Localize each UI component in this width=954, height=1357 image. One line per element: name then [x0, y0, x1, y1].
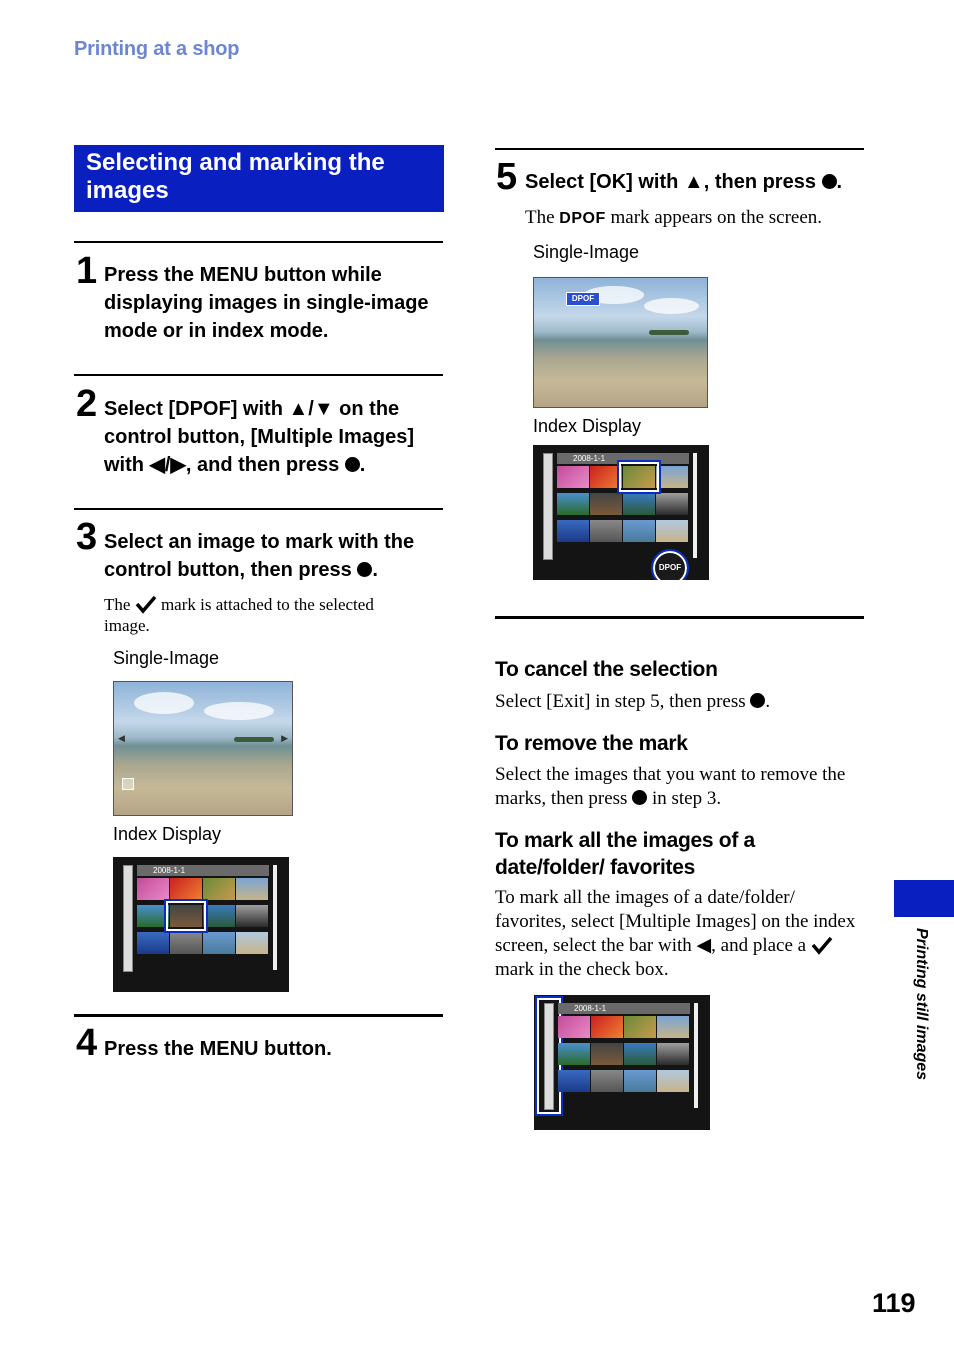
dpof-badge: DPOF	[566, 292, 600, 306]
thumbnail	[623, 520, 655, 542]
thumbnail	[203, 878, 235, 900]
index-date-bar: 2008-1-1	[557, 453, 689, 464]
index-scroll-track	[693, 453, 697, 558]
thumbnail	[591, 1016, 623, 1038]
center-button-icon	[632, 790, 647, 805]
step-3-note-start: The	[104, 595, 131, 614]
checkbox-icon	[122, 778, 134, 790]
thumbnail	[170, 932, 202, 954]
thumbnail	[590, 520, 622, 542]
center-button-icon	[357, 562, 372, 577]
thumbnail	[137, 878, 169, 900]
thumbnail	[558, 1016, 590, 1038]
thumbnail	[590, 493, 622, 515]
step-2-text	[104, 395, 439, 479]
running-head: Printing at a shop	[74, 38, 240, 60]
thumbnail	[236, 905, 268, 927]
check-mark-icon	[811, 935, 833, 955]
thumbnail	[203, 905, 235, 927]
thumbnail	[558, 1070, 590, 1092]
dpof-mark-text: DPOF	[559, 210, 606, 227]
thumbnail	[657, 1070, 689, 1092]
step-5-single-image-caption: Single-Image	[533, 242, 640, 262]
step-5-index-screen	[533, 445, 709, 580]
center-button-icon	[750, 693, 765, 708]
cancel-body-main: Select [Exit] in step 5, then press	[495, 691, 746, 712]
step-3-single-image	[113, 681, 293, 816]
thumbnail	[657, 1016, 689, 1038]
step-5-text-main: Select [OK] with ▲, then press	[525, 171, 816, 193]
right-arrow-icon: ▶	[281, 734, 288, 744]
scroll-bar	[123, 865, 133, 972]
step-5-number: 5	[496, 156, 518, 198]
thumbnail	[137, 905, 169, 927]
step-1-number: 1	[76, 250, 98, 292]
step-3-single-image-caption: Single-Image	[113, 648, 220, 668]
mark-all-body-main: To mark all the images of a date/folder/ favorites, select [Multiple Images] on the index screen, select the bar with ◀, and place a	[495, 887, 856, 956]
step-2-number: 2	[76, 383, 98, 425]
thumbnail	[656, 466, 688, 488]
index-date-bar: 2008-1-1	[558, 1003, 690, 1014]
left-arrow-icon: ◀	[118, 734, 125, 744]
step-2-text-end: .	[359, 454, 366, 476]
thumbnail	[557, 493, 589, 515]
step-5-note-end: mark appears on the screen.	[610, 207, 823, 228]
center-button-icon	[822, 174, 837, 189]
index-date-bar: 2008-1-1	[137, 865, 269, 876]
step-1-text: Press the MENU button while displaying images in single-image mode or in index mode.	[104, 264, 429, 342]
step-3-index-screen	[113, 857, 289, 992]
step-5-note-start: The	[525, 207, 555, 228]
mark-all-body	[495, 886, 860, 982]
thumbnail	[591, 1043, 623, 1065]
section-title: Selecting and marking the images	[74, 145, 444, 212]
step-3-number: 3	[76, 516, 98, 558]
remove-body-main: Select the images that you want to remove the marks, then press	[495, 764, 846, 809]
thumbnail	[657, 1043, 689, 1065]
scroll-bar	[543, 453, 553, 560]
remove-body-end: in step 3.	[651, 788, 722, 809]
step-5-rule	[495, 148, 864, 150]
step-5-text	[525, 168, 860, 196]
mark-all-title: To mark all the images of a date/folder/ favorites	[495, 829, 755, 879]
thumbnail	[557, 466, 589, 488]
step-3-index-caption: Index Display	[113, 824, 222, 844]
thumbnail	[591, 1070, 623, 1092]
step-5-single-image	[533, 277, 708, 408]
chapter-tab	[894, 880, 954, 917]
cancel-title: To cancel the selection	[495, 658, 718, 681]
step-2-rule	[74, 374, 443, 376]
mark-all-index-screen	[534, 995, 710, 1130]
step-3-rule	[74, 508, 443, 510]
thumbnail	[236, 932, 268, 954]
step-1-rule	[74, 241, 443, 243]
thumbnail	[590, 466, 622, 488]
thumbnail	[624, 1016, 656, 1038]
thumbnail	[203, 932, 235, 954]
step-4-text: Press the MENU button.	[104, 1038, 332, 1060]
remove-body	[495, 763, 860, 811]
check-mark-icon	[135, 594, 157, 614]
step-5-index-caption: Index Display	[533, 416, 642, 436]
thumbnail	[656, 493, 688, 515]
thumbnail	[557, 520, 589, 542]
selection-frame	[166, 901, 206, 931]
dpof-ok-badge: DPOF	[653, 551, 687, 580]
cancel-body-end: .	[765, 691, 771, 712]
step-4-number: 4	[76, 1022, 98, 1064]
index-scroll-track	[273, 865, 277, 970]
step-2-text-main: Select [DPOF] with ▲/▼ on the control button, [Multiple Images] with ◀/▶, and then press	[104, 398, 414, 476]
thumbnail	[558, 1043, 590, 1065]
subsections-rule	[495, 616, 864, 619]
step-5-note	[525, 206, 855, 231]
thumbnail	[137, 932, 169, 954]
step-3-note	[104, 594, 414, 636]
page-number: 119	[872, 1288, 916, 1318]
selection-frame	[619, 462, 659, 492]
remove-title: To remove the mark	[495, 732, 688, 755]
step-3-text-main: Select an image to mark with the control button, then press	[104, 531, 415, 581]
thumbnail	[624, 1070, 656, 1092]
mark-all-body-end: mark in the check box.	[495, 959, 669, 980]
thumbnail	[236, 878, 268, 900]
thumbnail	[623, 493, 655, 515]
thumbnail	[656, 520, 688, 542]
chapter-tab-label: Printing still images	[913, 928, 930, 1081]
step-3-text	[104, 528, 439, 584]
step-4-rule	[74, 1014, 443, 1017]
thumbnail	[624, 1043, 656, 1065]
cancel-body	[495, 690, 860, 714]
step-3-note-end: mark is attached to the selected image.	[104, 595, 374, 635]
step-5-text-end: .	[836, 171, 843, 193]
index-scroll-track	[694, 1003, 698, 1108]
thumbnail	[170, 878, 202, 900]
center-button-icon	[345, 457, 360, 472]
step-3-text-end: .	[372, 559, 378, 581]
scroll-bar	[544, 1003, 554, 1110]
